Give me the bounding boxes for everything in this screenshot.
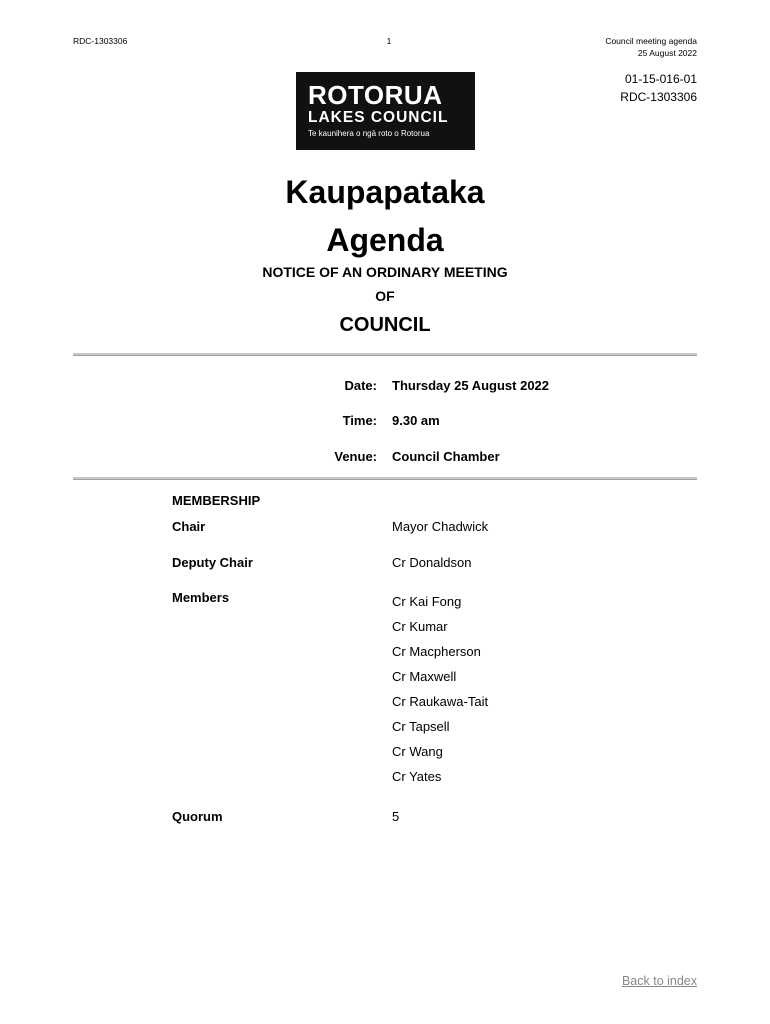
member-item: Cr Kai Fong	[392, 594, 462, 609]
reference-block	[620, 70, 697, 106]
deputy-chair-value: Cr Donaldson	[392, 555, 472, 570]
member-item: Cr Macpherson	[392, 644, 481, 659]
time-value: 9.30 am	[392, 413, 440, 428]
header-meeting-date: 25 August 2022	[637, 48, 697, 58]
doc-number: RDC-1303306	[620, 90, 697, 104]
venue-label: Venue:	[334, 449, 377, 464]
member-item: Cr Wang	[392, 744, 443, 759]
title-kaupapataka: Kaupapataka	[285, 174, 485, 210]
member-item: Cr Tapsell	[392, 719, 450, 734]
membership-heading: MEMBERSHIP	[172, 493, 261, 508]
back-to-index-link[interactable]: Back to index	[621, 974, 697, 988]
date-label: Date:	[344, 378, 377, 393]
logo-tagline: Te kaunihera o ngā roto o Rotorua	[308, 129, 430, 138]
member-item: Cr Maxwell	[392, 669, 457, 684]
logo-sub-text: LAKES COUNCIL	[308, 109, 449, 126]
chair-value: Mayor Chadwick	[392, 519, 489, 534]
member-item: Cr Raukawa-Tait	[392, 694, 489, 709]
meeting-body: COUNCIL	[339, 314, 431, 336]
divider-top	[73, 353, 697, 356]
members-label: Members	[172, 590, 230, 605]
header-doc-ref: RDC-1303306	[73, 36, 128, 46]
time-label: Time:	[342, 413, 377, 428]
quorum-value: 5	[392, 809, 400, 824]
deputy-chair-label: Deputy Chair	[172, 555, 253, 570]
file-number: 01-15-016-01	[624, 72, 697, 86]
title-agenda: Agenda	[326, 222, 444, 258]
meeting-notice: NOTICE OF AN ORDINARY MEETING	[262, 264, 508, 280]
logo-main-text: ROTORUA	[308, 80, 443, 110]
date-value: Thursday 25 August 2022	[392, 378, 550, 393]
chair-label: Chair	[172, 519, 206, 534]
meeting-notice-of: OF	[375, 288, 395, 304]
header-meeting-info	[605, 35, 697, 59]
quorum-label: Quorum	[172, 809, 223, 824]
members-list	[392, 589, 488, 789]
venue-value: Council Chamber	[392, 449, 500, 464]
member-item: Cr Yates	[392, 769, 442, 784]
member-item: Cr Kumar	[392, 619, 448, 634]
divider-bottom	[73, 477, 697, 480]
header-meeting-type: Council meeting agenda	[605, 36, 697, 46]
header-page-number: 1	[386, 36, 392, 46]
council-logo	[296, 72, 475, 150]
